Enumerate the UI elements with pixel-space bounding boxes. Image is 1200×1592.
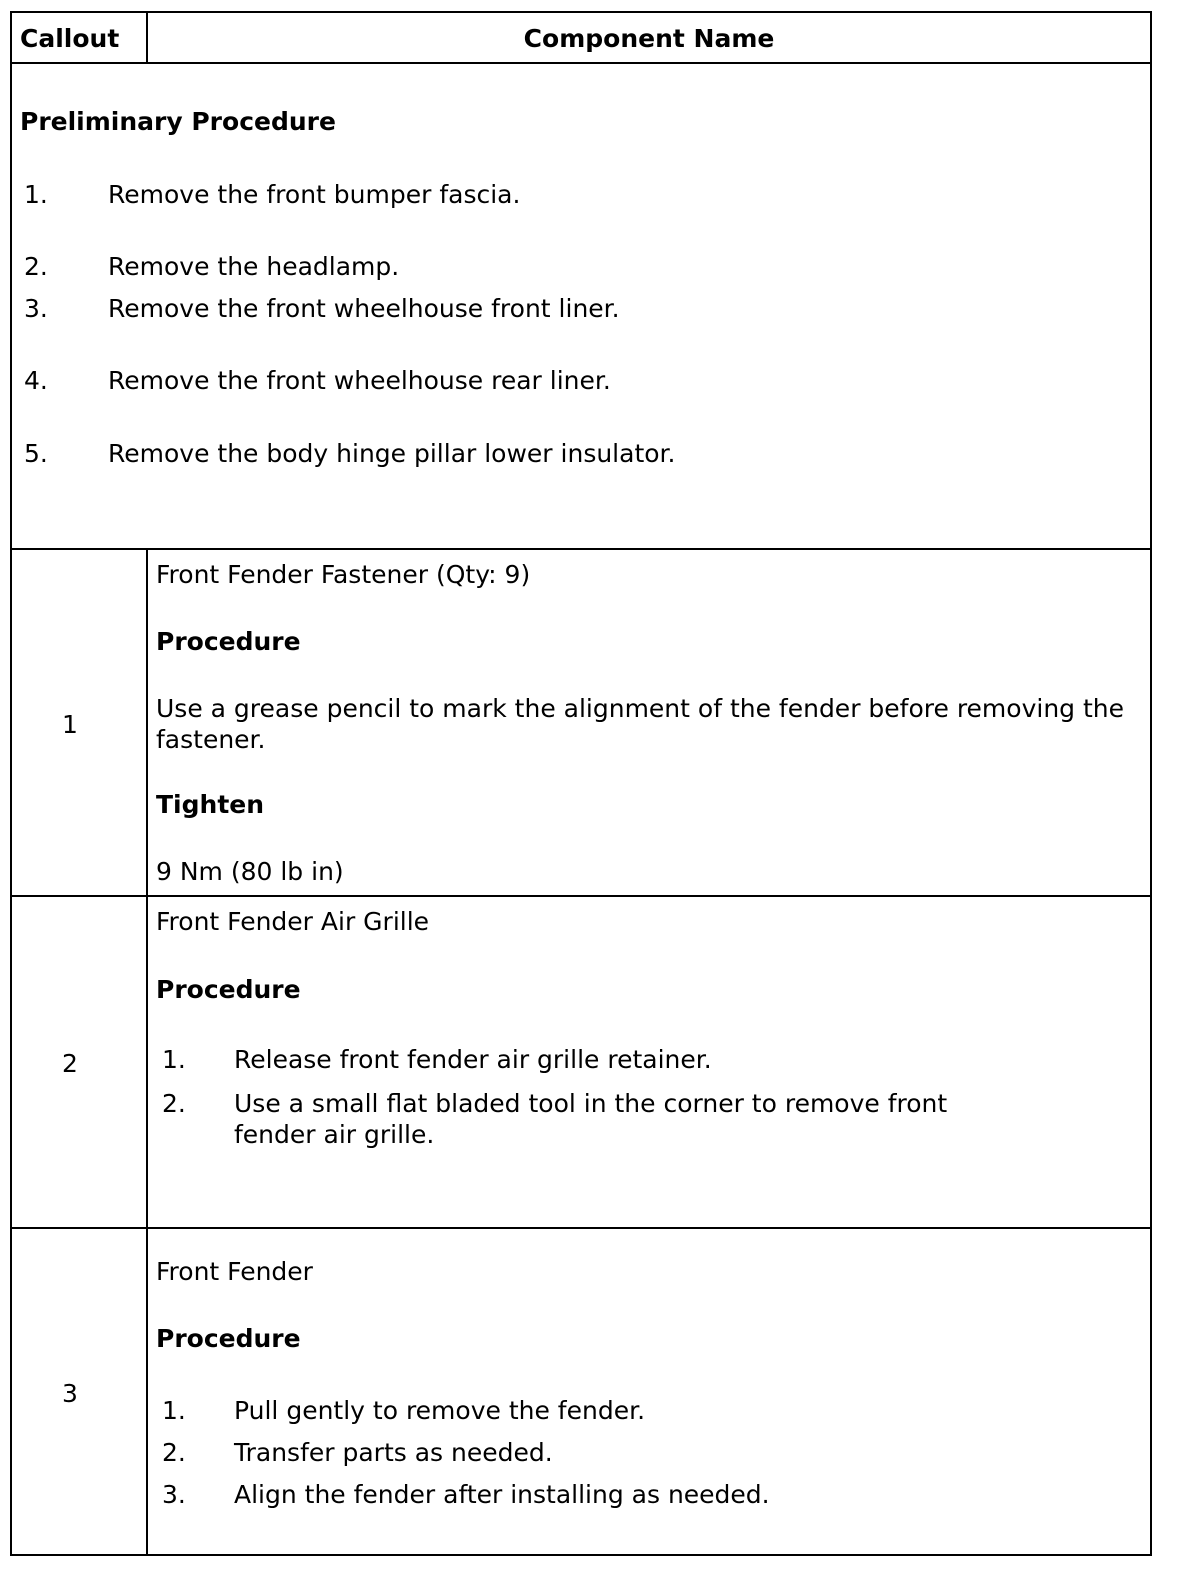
row-callout: 1 [62, 710, 78, 739]
body-column-divider [146, 548, 148, 1556]
prelim-step-num: 5. [24, 439, 48, 468]
step-text: Pull gently to remove the fender. [234, 1396, 646, 1425]
prelim-step-text: Remove the front bumper fascia. [108, 180, 521, 209]
row-divider-3 [12, 1227, 1150, 1229]
prelim-step-text: Remove the front wheelhouse front liner. [108, 294, 620, 323]
header-callout: Callout [20, 24, 120, 53]
step-text: Transfer parts as needed. [234, 1438, 553, 1467]
header-component-name: Component Name [523, 24, 775, 53]
row-callout: 3 [62, 1379, 78, 1408]
component-name: Front Fender [156, 1257, 313, 1286]
row-divider-1 [12, 548, 1150, 550]
component-name: Front Fender Fastener (Qty: 9) [156, 560, 531, 589]
tighten-value: 9 Nm (80 lb in) [156, 857, 344, 886]
step-text: Align the fender after installing as needed. [234, 1480, 770, 1509]
preliminary-title: Preliminary Procedure [20, 107, 336, 136]
procedure-label: Procedure [156, 975, 301, 1004]
prelim-step-num: 4. [24, 366, 48, 395]
step-num: 2. [162, 1089, 186, 1118]
procedure-text: Use a grease pencil to mark the alignment of the fender before removing the fastener. [156, 694, 1125, 754]
tighten-label: Tighten [156, 790, 265, 819]
row-divider-2 [12, 895, 1150, 897]
prelim-step-text: Remove the front wheelhouse rear liner. [108, 366, 611, 395]
step-text: Release front fender air grille retainer. [234, 1045, 712, 1074]
step-num: 1. [162, 1396, 186, 1425]
header-divider [12, 62, 1150, 64]
prelim-step-text: Remove the body hinge pillar lower insulator. [108, 439, 676, 468]
component-name: Front Fender Air Grille [156, 907, 430, 936]
step-text: Use a small flat bladed tool in the corner to remove front fender air grille. [234, 1089, 948, 1149]
prelim-step-num: 2. [24, 252, 48, 281]
procedure-label: Procedure [156, 1324, 301, 1353]
procedure-label: Procedure [156, 627, 301, 656]
prelim-step-text: Remove the headlamp. [108, 252, 400, 281]
step-num: 1. [162, 1045, 186, 1074]
prelim-step-num: 3. [24, 294, 48, 323]
row-callout: 2 [62, 1049, 78, 1078]
step-num: 2. [162, 1438, 186, 1467]
step-num: 3. [162, 1480, 186, 1509]
component-table [10, 11, 1152, 1556]
prelim-step-num: 1. [24, 180, 48, 209]
